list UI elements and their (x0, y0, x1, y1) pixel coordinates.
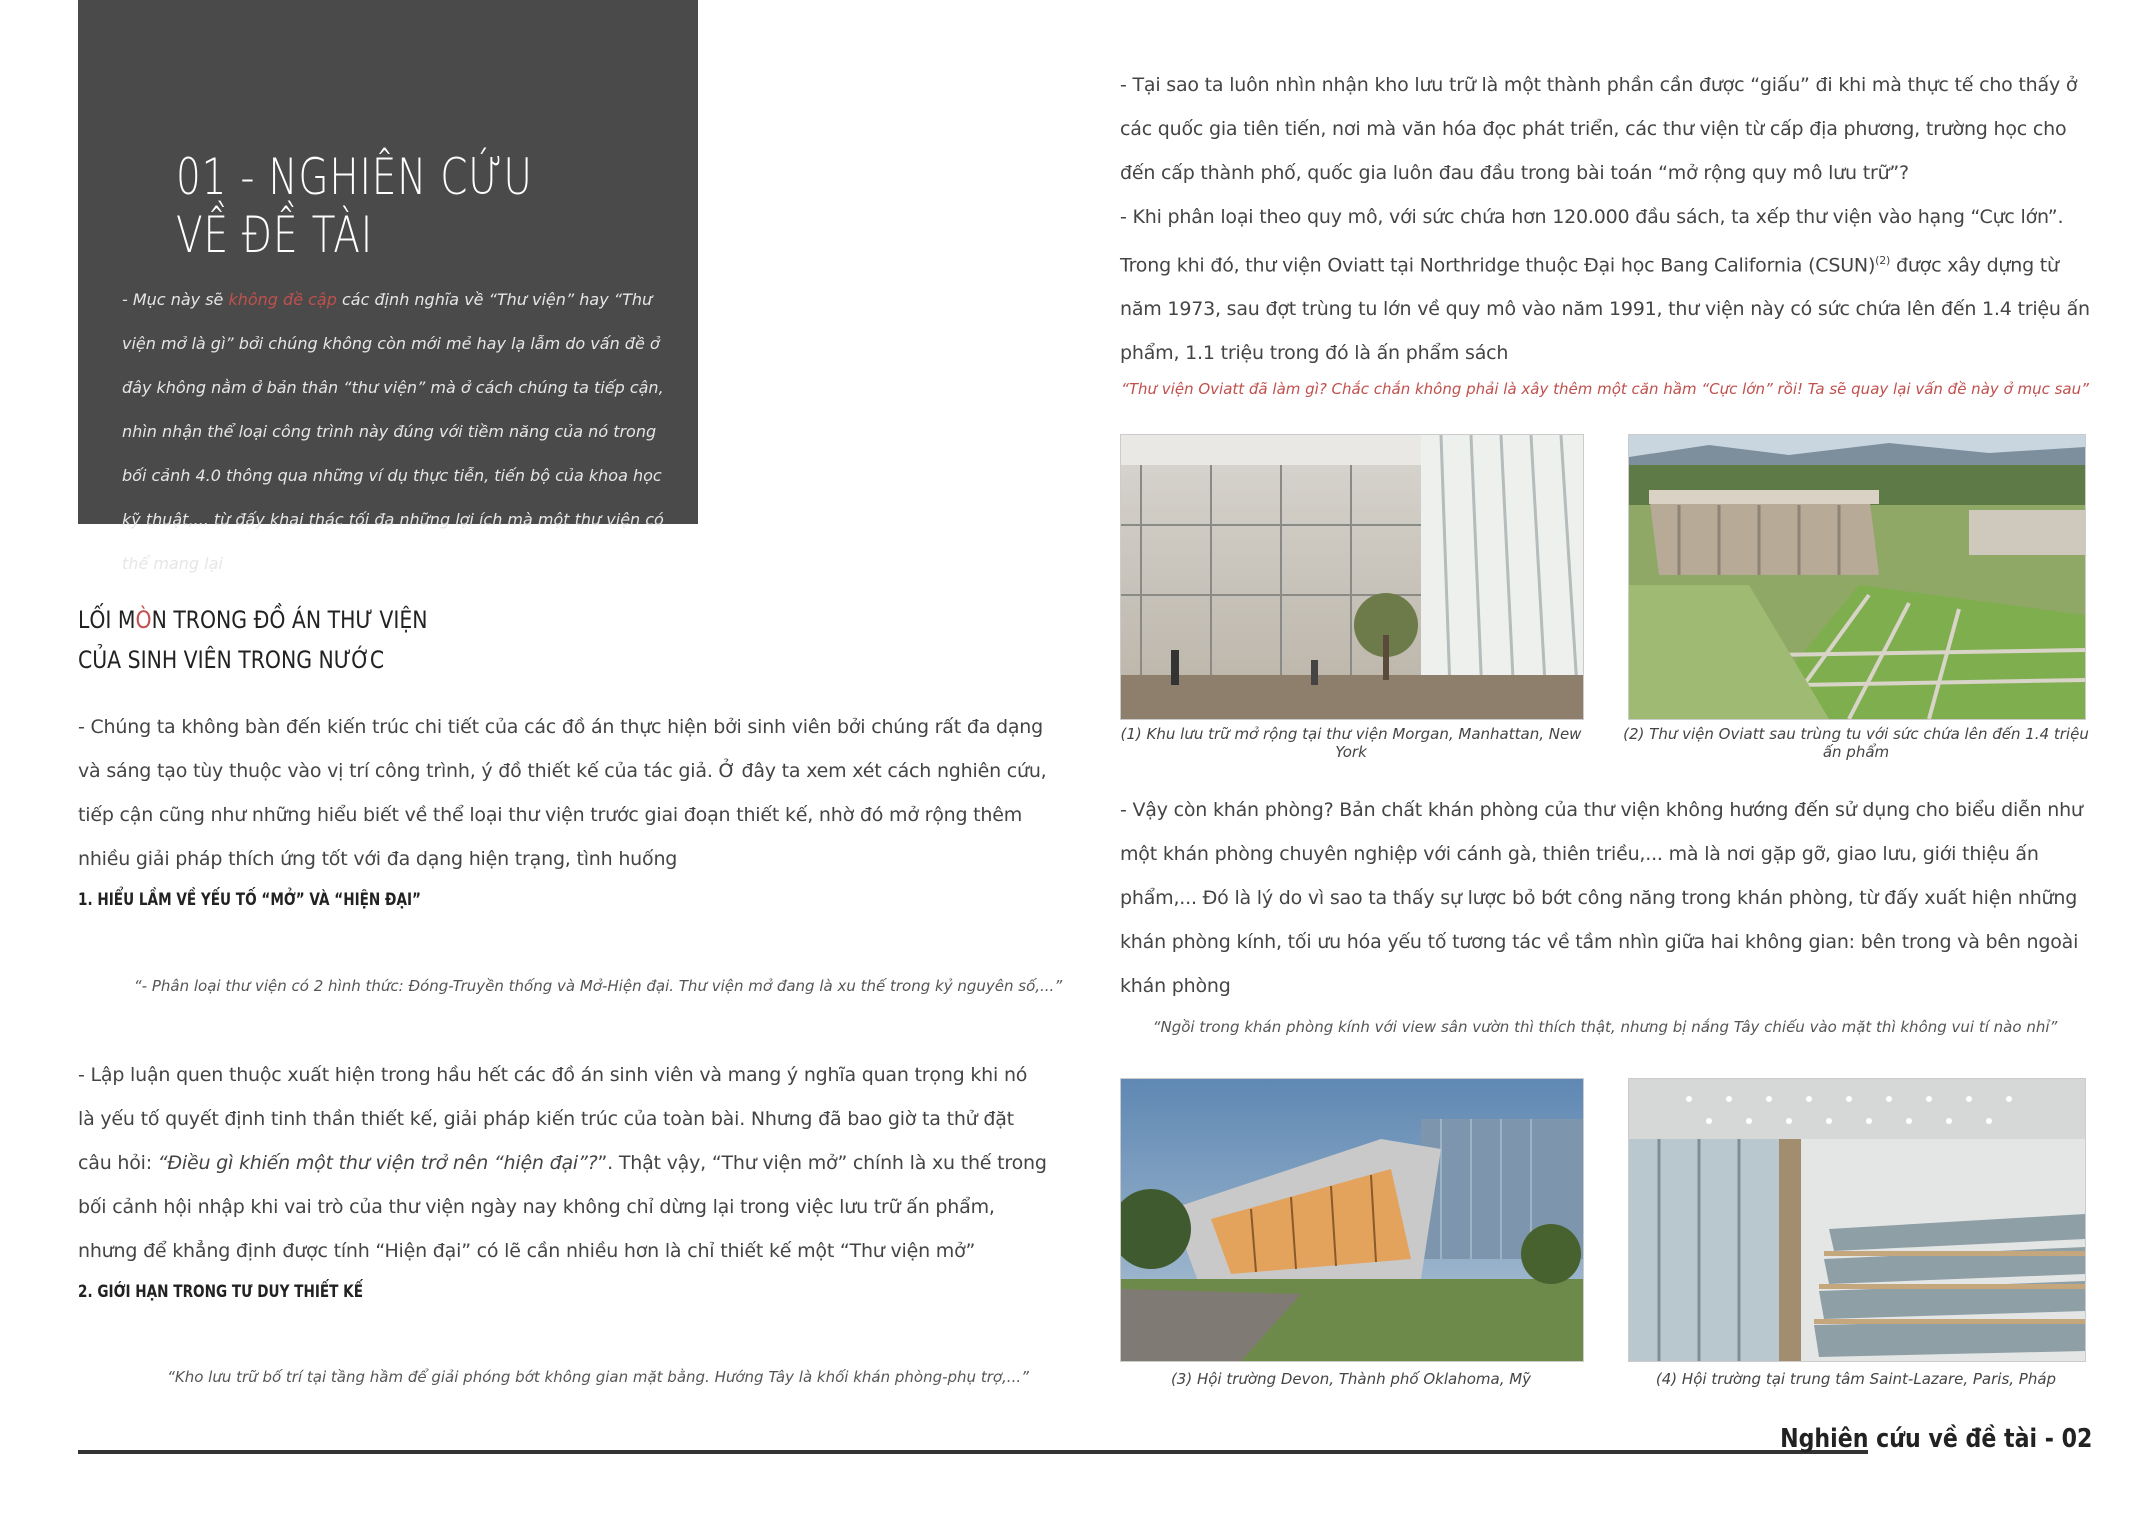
right-paragraph-2 (1120, 195, 2090, 375)
heading-line2: CỦA SINH VIÊN TRONG NƯỚC (78, 646, 385, 674)
heading-part: LỐI M (78, 606, 136, 634)
intro-text (122, 278, 672, 586)
caption-2: (2) Thư viện Oviatt sau trùng tu với sức chứa lên đến 1.4 triệu ấn phẩm (1623, 725, 2089, 761)
footer-page-label: Nghiên cứu về đề tài - 02 (1779, 1424, 2092, 1454)
subheading-1: 1. HIỂU LẦM VỀ YẾU TỐ “MỞ” VÀ “HIỆN ĐẠI” (78, 890, 421, 910)
photo-oviatt-library (1628, 434, 2086, 720)
page-title: 01 - NGHIÊN CỨU VỀ ĐỀ TÀI (176, 148, 533, 264)
photo-devon-hall (1120, 1078, 1584, 1362)
caption-4: (4) Hội trường tại trung tâm Saint-Lazare, Paris, Pháp (1655, 1370, 2057, 1388)
intro-highlight: không đề cập (228, 290, 337, 309)
para2-right-part-a: - Khi phân loại theo quy mô, với sức chứa hơn 120.000 đầu sách, ta xếp thư viện vào hạng “Cực lớn”. Trong khi đó, thư viện Oviatt tại Northridge thuộc Đại học Bang California (CSUN) (1120, 206, 2064, 277)
photo-oviatt-library-image (1629, 435, 2085, 719)
caption-1: (1) Khu lưu trữ mở rộng tại thư viện Morgan, Manhattan, New York (1120, 725, 1582, 761)
heading-part: N TRONG ĐỒ ÁN THƯ VIỆN (151, 606, 428, 634)
para2-right-part-b: được xây dựng từ năm 1973, sau đợt trùng tu lớn về quy mô vào năm 1991, thư viện này có sức chứa lên đến 1.4 triệu ấn phẩm, 1.1 triệu trong đó là ấn phẩm sách (1120, 254, 2090, 365)
left-paragraph-2 (78, 1053, 1048, 1273)
photo-saint-lazare-hall (1628, 1078, 2086, 1362)
photo-saint-lazare-hall-image (1629, 1079, 2085, 1361)
quote-left-1: “- Phân loại thư viện có 2 hình thức: Đóng-Truyền thống và Mở-Hiện đại. Thư viện mở đang là xu thế trong kỷ nguyên số,...” (133, 977, 1063, 995)
heading-red-letter: Ò (135, 606, 152, 634)
quote-right-1: “Thư viện Oviatt đã làm gì? Chắc chắn không phải là xây thêm một căn hầm “Cực lớn” rồi! Ta sẽ quay lại vấn đề này ở mục sau” (1121, 380, 2089, 398)
quote-right-2: “Ngồi trong khán phòng kính với view sân vườn thì thích thật, nhưng bị nắng Tây chiếu vào mặt thì không vui tí nào nhỉ” (1152, 1018, 2058, 1036)
para2-part-b: ”. Thật vậy, “Thư viện mở” chính là xu thế trong bối cảnh hội nhập khi vai trò của thư viện ngày nay không chỉ dừng lại trong việc lưu trữ ấn phẩm, nhưng để khẳng định được tính “Hiện đại” có lẽ cần nhiều hơn là chỉ thiết kế một “Thư viện mở” (78, 1152, 1047, 1262)
section-heading (78, 600, 588, 680)
para2-italic-question: “Điều gì khiến một thư viện trở nên “hiện đại”? (157, 1152, 598, 1174)
quote-left-2: “Kho lưu trữ bố trí tại tầng hầm để giải phóng bớt không gian mặt bằng. Hướng Tây là khối khán phòng-phụ trợ,...” (167, 1368, 1029, 1386)
photo-morgan-library-image (1121, 435, 1583, 719)
footnote-ref: (2) (1875, 254, 1891, 267)
photo-morgan-library (1120, 434, 1584, 720)
intro-prefix: - Mục này sẽ (122, 290, 229, 309)
title-box (78, 0, 698, 573)
left-paragraph-1: - Chúng ta không bàn đến kiến trúc chi tiết của các đồ án thực hiện bởi sinh viên bởi chúng rất đa dạng và sáng tạo tùy thuộc vào vị trí công trình, ý đồ thiết kế của tác giả. Ở đây ta xem xét cách nghiên cứu, tiếp cận cũng như những hiểu biết về thể loại thư viện trước giai đoạn thiết kế, nhờ đó mở rộng thêm nhiều giải pháp thích ứng tốt với đa dạng hiện trạng, tình huống (78, 716, 1047, 870)
para2-part-a: - Lập luận quen thuộc xuất hiện trong hầu hết các đồ án sinh viên và mang ý nghĩa quan trọng khi nó là yếu tố quyết định tinh thần thiết kế, giải pháp kiến trúc của toàn bài. Nhưng đã bao giờ ta thử đặt câu hỏi: (78, 1064, 1028, 1174)
subheading-2: 2. GIỚI HẠN TRONG TƯ DUY THIẾT KẾ (78, 1282, 364, 1302)
right-paragraph-3: - Vậy còn khán phòng? Bản chất khán phòng của thư viện không hướng đến sử dụng cho biểu diễn như một khán phòng chuyên nghiệp với cánh gà, thiên triều,... mà là nơi gặp gỡ, giao lưu, giới thiệu ấn phẩm,... Đó là lý do vì sao ta thấy sự lược bỏ bớt công năng trong khán phòng, từ đấy xuất hiện những khán phòng kính, tối ưu hóa yếu tố tương tác về tầm nhìn giữa hai không gian: bên trong và bên ngoài khán phòng (1120, 799, 2083, 997)
photo-devon-hall-image (1121, 1079, 1583, 1361)
intro-rest: các định nghĩa về “Thư viện” hay “Thư viện mở là gì” bởi chúng không còn mới mẻ hay lạ lẫm do vấn đề ở đây không nằm ở bản thân “thư viện” mà ở cách chúng ta tiếp cận, nhìn nhận thể loại công trình này đúng với tiềm năng của nó trong bối cảnh 4.0 thông qua những ví dụ thực tiễn, tiến bộ của khoa học kỹ thuật,... từ đấy khai thác tối đa những lợi ích mà một thư viện có thể mang lại (122, 290, 664, 573)
right-paragraph-1: - Tại sao ta luôn nhìn nhận kho lưu trữ là một thành phần cần được “giấu” đi khi mà thực tế cho thấy ở các quốc gia tiên tiến, nơi mà văn hóa đọc phát triển, các thư viện từ cấp địa phương, trường học cho đến cấp thành phố, quốc gia luôn đau đầu trong bài toán “mở rộng quy mô lưu trữ”? (1120, 74, 2078, 184)
footer-rule (78, 1450, 1868, 1454)
caption-3: (3) Hội trường Devon, Thành phố Oklahoma, Mỹ (1170, 1370, 1532, 1388)
